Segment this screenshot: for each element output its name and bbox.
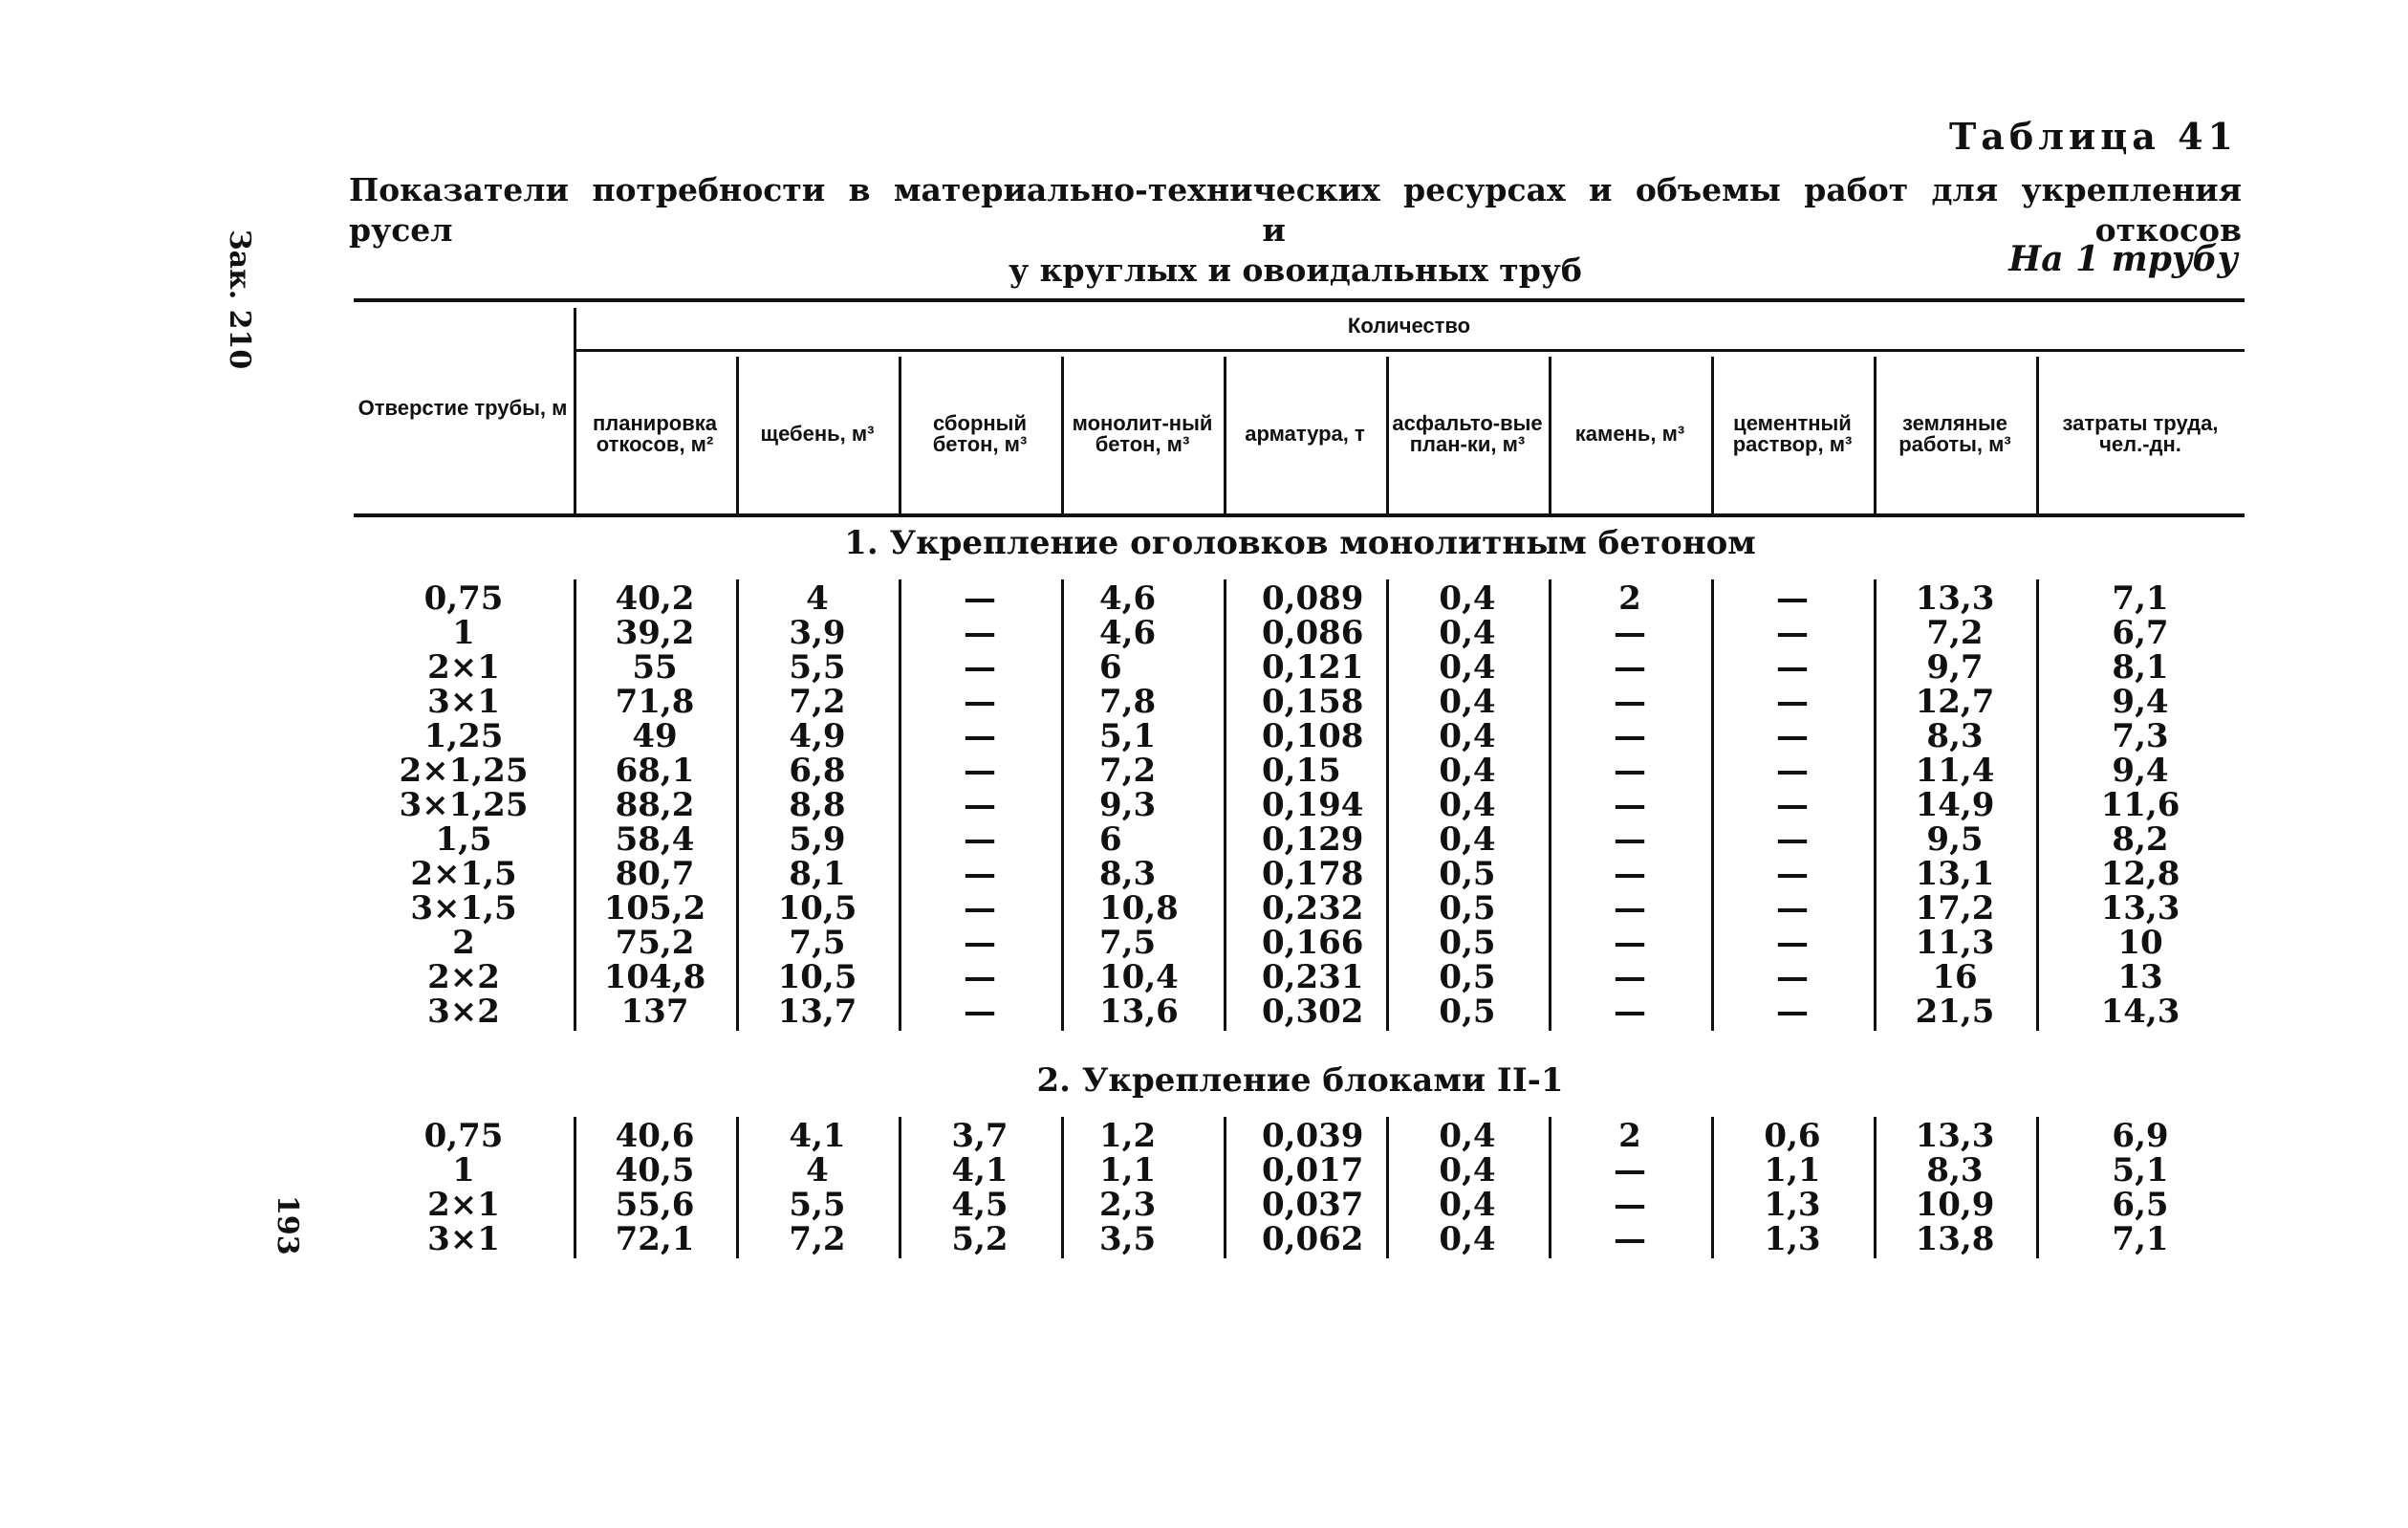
table-cell: 2×1	[427, 648, 500, 687]
table-cell: 0,017	[1262, 1151, 1364, 1190]
column-divider	[1874, 1117, 1877, 1258]
order-note: Зак. 210	[223, 229, 256, 370]
table-cell: 6	[1099, 648, 1122, 687]
column-6	[1396, 581, 1539, 1029]
table-cell: 13,7	[777, 993, 857, 1031]
table-cell: 6,8	[789, 752, 846, 790]
table-cell: 7,2	[789, 1220, 846, 1258]
header-divider	[736, 357, 739, 513]
table-cell: —	[964, 855, 996, 893]
table-cell: 2×1,5	[410, 855, 517, 893]
table-cell: 9,4	[2112, 683, 2169, 721]
table-cell: 7,5	[789, 924, 846, 962]
table-cell: —	[964, 648, 996, 687]
table-cell: 75,2	[615, 924, 695, 962]
table-cell: 3×2	[427, 993, 500, 1031]
table-cell: 2×1	[427, 1186, 500, 1224]
table-cell: 0,5	[1439, 855, 1496, 893]
column-7	[1558, 1119, 1702, 1256]
header-reinforcement: арматура, т	[1245, 421, 1365, 446]
table-cell: 0,5	[1439, 993, 1496, 1031]
table-cell: —	[1614, 752, 1646, 790]
table-cell: 5,9	[789, 820, 846, 859]
title-line-1: Показатели потребности в материально-технических ресурсах и объемы работ для укрепления русел и откосов	[349, 171, 2242, 249]
table-cell: 9,5	[1926, 820, 1984, 859]
table-cell: 0,5	[1439, 924, 1496, 962]
table-cell: 6,9	[2112, 1117, 2169, 1155]
table-cell: —	[1614, 786, 1646, 824]
table-cell: 8,1	[789, 855, 846, 893]
header-divider	[1386, 357, 1389, 513]
table-cell: 13,3	[1915, 1117, 1995, 1155]
table-cell: 13,1	[1915, 855, 1995, 893]
table-cell: 10,4	[1099, 958, 1179, 996]
table-cell: —	[964, 614, 996, 652]
table-cell: 72,1	[615, 1220, 695, 1258]
table-cell: —	[1776, 614, 1809, 652]
table-cell: 0,4	[1439, 683, 1496, 721]
table-cell: 11,3	[1915, 924, 1995, 962]
table-cell: 14,9	[1915, 786, 1995, 824]
column-0	[363, 581, 564, 1029]
table-cell: 5,5	[789, 1186, 846, 1224]
column-2	[746, 1119, 889, 1256]
table-cell: 0,121	[1262, 648, 1364, 687]
header-stone: камень, м³	[1574, 421, 1685, 446]
column-1	[583, 1119, 727, 1256]
table-cell: 1,3	[1764, 1220, 1821, 1258]
column-divider	[1874, 579, 1877, 1031]
table-cell: 40,6	[615, 1117, 695, 1155]
table-cell: 8,2	[2112, 820, 2169, 859]
table-cell: —	[1614, 820, 1646, 859]
table-cell: —	[964, 924, 996, 962]
table-cell: 3,5	[1099, 1220, 1157, 1258]
table-cell: 13,3	[2100, 889, 2180, 928]
table-cell: 68,1	[615, 752, 695, 790]
table-cell: 14,3	[2100, 993, 2180, 1031]
table-cell: 4,1	[789, 1117, 846, 1155]
table-cell: 80,7	[615, 855, 695, 893]
table-cell: —	[964, 752, 996, 790]
column-divider	[736, 1117, 739, 1258]
column-9	[1883, 1119, 2027, 1256]
table-cell: 1,1	[1764, 1151, 1821, 1190]
table-cell: 8,3	[1099, 855, 1157, 893]
column-divider	[1224, 579, 1226, 1031]
column-divider	[1224, 1117, 1226, 1258]
table-cell: 0,037	[1262, 1186, 1364, 1224]
table-cell: 9,4	[2112, 752, 2169, 790]
table-cell: —	[1776, 889, 1809, 928]
table-cell: 0,75	[423, 1117, 504, 1155]
table-cell: 0,4	[1439, 1151, 1496, 1190]
table-cell: —	[964, 579, 996, 618]
table-cell: 21,5	[1915, 993, 1995, 1031]
section-title: 2. Укрепление блоками II-1	[1036, 1061, 1564, 1100]
column-9	[1883, 581, 2027, 1029]
table-cell: 49	[632, 717, 678, 755]
column-divider	[2036, 579, 2039, 1031]
table-cell: 11,4	[1915, 752, 1995, 790]
table-cell: 0,4	[1439, 786, 1496, 824]
table-cell: 0,5	[1439, 958, 1496, 996]
column-divider	[574, 1117, 576, 1258]
header-group: Количество	[1347, 314, 1471, 338]
table-cell: 0,6	[1764, 1117, 1821, 1155]
table-cell: 1,3	[1764, 1186, 1821, 1224]
table-cell: —	[1614, 855, 1646, 893]
table-cell: 13	[2117, 958, 2163, 996]
column-0	[363, 1119, 564, 1256]
table-cell: 4	[806, 579, 829, 618]
table-cell: 0,086	[1262, 614, 1364, 652]
table-cell: 0,232	[1262, 889, 1364, 928]
title-line-2: у круглых и овоидальных труб	[1009, 251, 1582, 289]
header-opening: Отверстие трубы, м	[358, 395, 568, 420]
table-cell: —	[964, 683, 996, 721]
table-cell: 10	[2117, 924, 2163, 962]
table-cell: 7,2	[1926, 614, 1984, 652]
table-cell: —	[1614, 1220, 1646, 1258]
table-cell: 7,8	[1099, 683, 1157, 721]
table-cell: —	[1614, 993, 1646, 1031]
table-cell: 4,6	[1099, 579, 1157, 618]
table-cell: 0,129	[1262, 820, 1364, 859]
table-cell: 0,15	[1262, 752, 1341, 790]
table-cell: 1	[452, 614, 475, 652]
column-7	[1558, 581, 1702, 1029]
table-cell: 5,2	[951, 1220, 1009, 1258]
column-4	[1071, 581, 1243, 1029]
table-cell: 3×1	[427, 683, 500, 721]
table-cell: 0,4	[1439, 820, 1496, 859]
table-cell: 1,2	[1099, 1117, 1157, 1155]
table-cell: 2,3	[1099, 1186, 1157, 1224]
table-cell: 88,2	[615, 786, 695, 824]
header-divider	[1874, 357, 1877, 513]
table-cell: 3×1,5	[410, 889, 517, 928]
table-cell: 71,8	[615, 683, 695, 721]
column-6	[1396, 1119, 1539, 1256]
table-cell: 0,158	[1262, 683, 1364, 721]
header-top-rule	[354, 298, 2245, 302]
table-cell: 137	[620, 993, 689, 1031]
table-cell: 10,9	[1915, 1186, 1995, 1224]
column-5	[1233, 581, 1405, 1029]
table-number: Таблица 41	[1948, 115, 2238, 158]
column-10	[2046, 581, 2235, 1029]
table-cell: 3,7	[951, 1117, 1009, 1155]
table-cell: —	[1776, 820, 1809, 859]
table-cell: 8,3	[1926, 1151, 1984, 1190]
table-cell: —	[1614, 924, 1646, 962]
column-8	[1721, 581, 1864, 1029]
table-cell: 7,1	[2112, 1220, 2169, 1258]
table-cell: 104,8	[603, 958, 706, 996]
table-cell: 7,3	[2112, 717, 2169, 755]
table-cell: 4,5	[951, 1186, 1009, 1224]
table-cell: —	[1614, 648, 1646, 687]
column-4	[1071, 1119, 1243, 1256]
table-cell: 0,089	[1262, 579, 1364, 618]
column-divider	[1549, 579, 1551, 1031]
table-cell: —	[1776, 993, 1809, 1031]
group-rule	[574, 349, 2245, 352]
table-cell: 0,4	[1439, 717, 1496, 755]
table-cell: 10,5	[777, 958, 857, 996]
header-cement-mortar: цементный раствор, м³	[1732, 410, 1853, 456]
table-cell: 55,6	[615, 1186, 695, 1224]
table-cell: 0,178	[1262, 855, 1364, 893]
table-cell: 40,5	[615, 1151, 695, 1190]
table-title	[349, 170, 2242, 291]
table-cell: 0,108	[1262, 717, 1364, 755]
table-cell: 9,7	[1926, 648, 1984, 687]
table-cell: 0,194	[1262, 786, 1364, 824]
table-cell: —	[1776, 648, 1809, 687]
table-cell: 13,6	[1099, 993, 1179, 1031]
table-cell: 17,2	[1915, 889, 1995, 928]
header-asphalt-slabs: асфальто-вые план-ки, м³	[1392, 410, 1543, 456]
table-cell: 16	[1932, 958, 1978, 996]
column-divider	[574, 579, 576, 1031]
table-cell: —	[964, 786, 996, 824]
header-divider	[1711, 357, 1714, 513]
table-cell: —	[1776, 683, 1809, 721]
column-divider	[736, 579, 739, 1031]
table-cell: —	[1614, 889, 1646, 928]
header-divider	[2036, 357, 2039, 513]
table-cell: —	[1614, 717, 1646, 755]
table-cell: 55	[632, 648, 678, 687]
per-unit-note: На 1 трубу	[2008, 239, 2238, 279]
column-divider	[1386, 1117, 1389, 1258]
table-cell: 8,1	[2112, 648, 2169, 687]
column-3	[908, 1119, 1052, 1256]
table-cell: 0,062	[1262, 1220, 1364, 1258]
table-cell: —	[1776, 786, 1809, 824]
header-crushed-stone: щебень, м³	[760, 421, 875, 446]
table-cell: 1,25	[423, 717, 504, 755]
header-labor: затраты труда, чел.-дн.	[2062, 410, 2219, 456]
table-cell: 0,4	[1439, 1186, 1496, 1224]
column-divider	[1711, 1117, 1714, 1258]
table-cell: —	[964, 717, 996, 755]
table-cell: 10,8	[1099, 889, 1179, 928]
table-cell: 1	[452, 1151, 475, 1190]
table-cell: 5,1	[1099, 717, 1157, 755]
header-earthworks: земляные работы, м³	[1898, 410, 2011, 456]
table-cell: —	[1776, 579, 1809, 618]
table-cell: 0,4	[1439, 1220, 1496, 1258]
table-cell: 11,6	[2100, 786, 2180, 824]
table-cell: 0,4	[1439, 1117, 1496, 1155]
column-10	[2046, 1119, 2235, 1256]
table-cell: 6	[1099, 820, 1122, 859]
table-cell: 4	[806, 1151, 829, 1190]
table-cell: —	[964, 958, 996, 996]
table-cell: 40,2	[615, 579, 695, 618]
table-cell: 2	[452, 924, 475, 962]
header-divider	[899, 357, 901, 513]
column-8	[1721, 1119, 1864, 1256]
table-cell: 13,8	[1915, 1220, 1995, 1258]
table-cell: 12,8	[2100, 855, 2180, 893]
table-cell: 58,4	[615, 820, 695, 859]
table-cell: 7,2	[1099, 752, 1157, 790]
table-cell: 0,4	[1439, 614, 1496, 652]
table-cell: —	[1614, 683, 1646, 721]
table-cell: 5,5	[789, 648, 846, 687]
table-cell: 1,1	[1099, 1151, 1157, 1190]
header-divider	[574, 308, 576, 513]
column-divider	[1061, 579, 1064, 1031]
header-bottom-rule	[354, 513, 2245, 517]
table-cell: 4,9	[789, 717, 846, 755]
table-cell: —	[1776, 855, 1809, 893]
table-cell: 3×1,25	[399, 786, 529, 824]
column-2	[746, 581, 889, 1029]
table-cell: —	[964, 889, 996, 928]
table-cell: —	[1614, 614, 1646, 652]
table-cell: 0,4	[1439, 752, 1496, 790]
header-divider	[1061, 357, 1064, 513]
table-cell: 7,1	[2112, 579, 2169, 618]
column-divider	[2036, 1117, 2039, 1258]
table-cell: 0,039	[1262, 1117, 1364, 1155]
table-cell: —	[1776, 958, 1809, 996]
table-cell: 7,2	[789, 683, 846, 721]
table-cell: 105,2	[603, 889, 706, 928]
table-cell: 13,3	[1915, 579, 1995, 618]
table-cell: 8,3	[1926, 717, 1984, 755]
table-cell: 10,5	[777, 889, 857, 928]
table-cell: 2	[1618, 579, 1641, 618]
table-cell: 0,302	[1262, 993, 1364, 1031]
column-1	[583, 581, 727, 1029]
header-divider	[1549, 357, 1551, 513]
header-planning: планировка откосов, м²	[593, 410, 717, 456]
table-cell: 6,7	[2112, 614, 2169, 652]
header-precast-concrete: сборный бетон, м³	[932, 410, 1028, 456]
table-cell: 9,3	[1099, 786, 1157, 824]
table-cell: 3,9	[789, 614, 846, 652]
table-cell: —	[1776, 752, 1809, 790]
section-title: 1. Укрепление оголовков монолитным бетоном	[844, 524, 1756, 562]
table-cell: 0,166	[1262, 924, 1364, 962]
table-cell: 1,5	[435, 820, 492, 859]
column-5	[1233, 1119, 1405, 1256]
table-cell: —	[1614, 1151, 1646, 1190]
table-cell: —	[1776, 717, 1809, 755]
table-cell: 2×1,25	[399, 752, 529, 790]
table-cell: —	[964, 993, 996, 1031]
header-divider	[1224, 357, 1226, 513]
table-cell: 12,7	[1915, 683, 1995, 721]
table-cell: —	[964, 820, 996, 859]
table-cell: 0,4	[1439, 648, 1496, 687]
table-cell: 39,2	[615, 614, 695, 652]
column-divider	[1386, 579, 1389, 1031]
table-cell: 7,5	[1099, 924, 1157, 962]
column-3	[908, 581, 1052, 1029]
table-cell: 0,4	[1439, 579, 1496, 618]
table-cell: 8,8	[789, 786, 846, 824]
column-divider	[1061, 1117, 1064, 1258]
table-cell: —	[1776, 924, 1809, 962]
header-monolithic-concrete: монолит-ный бетон, м³	[1072, 410, 1213, 456]
table-cell: 0,231	[1262, 958, 1364, 996]
column-divider	[1549, 1117, 1551, 1258]
table-cell: 2	[1618, 1117, 1641, 1155]
table-cell: —	[1614, 1186, 1646, 1224]
table-cell: 5,1	[2112, 1151, 2169, 1190]
column-divider	[899, 579, 901, 1031]
table-cell: 2×2	[427, 958, 500, 996]
table-cell: 4,1	[951, 1151, 1009, 1190]
table-cell: 0,5	[1439, 889, 1496, 928]
column-divider	[899, 1117, 901, 1258]
column-divider	[1711, 579, 1714, 1031]
table-cell: 0,75	[423, 579, 504, 618]
page-number: 193	[271, 1195, 304, 1255]
table-cell: 6,5	[2112, 1186, 2169, 1224]
table-cell: 3×1	[427, 1220, 500, 1258]
table-cell: 4,6	[1099, 614, 1157, 652]
table-cell: —	[1614, 958, 1646, 996]
